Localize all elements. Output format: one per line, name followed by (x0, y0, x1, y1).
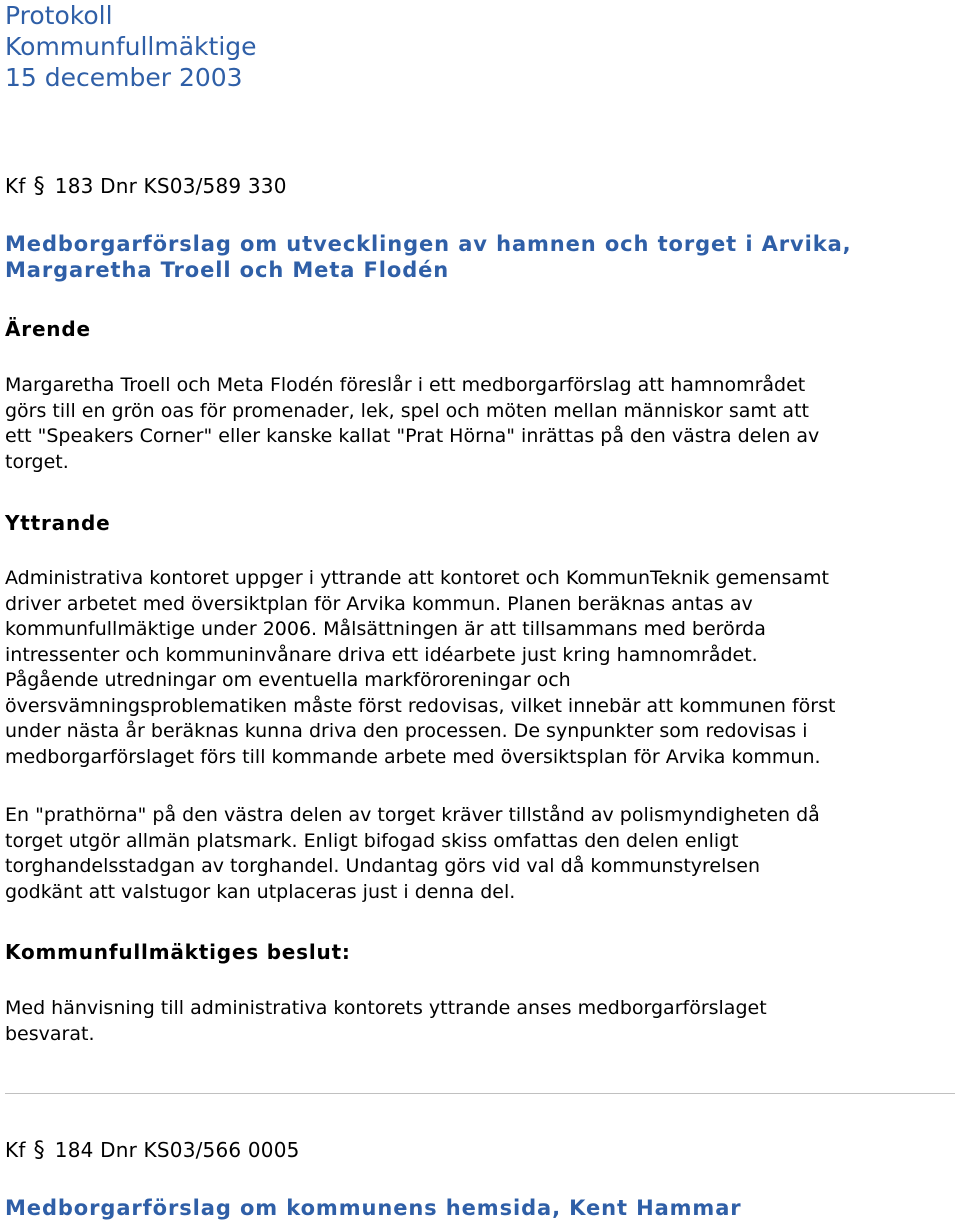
arende-heading: Ärende (5, 317, 91, 341)
prathorna-paragraph (5, 803, 955, 905)
paragraph-line: görs till en grön oas för promenader, lek, spel och möten mellan människor samt att (5, 399, 809, 422)
header-body-name: Kommunfullmäktige (5, 32, 257, 61)
header-date: 15 december 2003 (5, 63, 243, 92)
case-184-reference (5, 1137, 300, 1164)
paragraph-line: godkänt att valstugor kan utplaceras just i denna del. (5, 880, 516, 903)
paragraph-line: Med hänvisning till administrativa kontorets yttrande anses medborgarförslaget (5, 997, 767, 1019)
yttrande-paragraph (5, 566, 955, 770)
paragraph-line: kommunfullmäktige under 2006. Målsättningen är att tillsammans med berörda (5, 618, 766, 640)
case-184-kf: Kf (5, 1138, 26, 1162)
case-184-number: 184 Dnr KS03/566 0005 (54, 1138, 300, 1162)
paragraph-line: torget. (5, 450, 69, 473)
paragraph-line: under nästa år beräknas kunna driva den processen. De synpunkter som redovisas i (5, 720, 808, 742)
beslut-paragraph (5, 996, 955, 1047)
case-183-kf: Kf (5, 174, 26, 198)
section-sign-icon: § (33, 1138, 45, 1163)
paragraph-line: Administrativa kontoret uppger i yttrande att kontoret och KommunTeknik gemensamt (5, 567, 829, 589)
header-document-type: Protokoll (5, 1, 113, 30)
case-183-title-line: Margaretha Troell och Meta Flodén (5, 258, 450, 282)
paragraph-line: En "prathörna" på den västra delen av torget kräver tillstånd av polismyndigheten då (5, 804, 820, 826)
section-divider (5, 1093, 955, 1094)
paragraph-line: intressenter och kommuninvånare driva ett idéarbete just kring hamnområdet. (5, 643, 758, 666)
case-184-title: Medborgarförslag om kommunens hemsida, Kent Hammar (5, 1196, 742, 1220)
case-183-title (5, 231, 852, 283)
beslut-heading: Kommunfullmäktiges beslut: (5, 940, 351, 964)
paragraph-line: torget utgör allmän platsmark. Enligt bifogad skiss omfattas den delen enligt (5, 829, 739, 852)
paragraph-line: torghandelsstadgan av torghandel. Undantag görs vid val då kommunstyrelsen (5, 855, 761, 877)
arende-paragraph (5, 373, 955, 475)
case-183-number: 183 Dnr KS03/589 330 (54, 174, 287, 198)
case-183-reference (5, 173, 287, 200)
yttrande-heading: Yttrande (5, 511, 111, 535)
paragraph-line: medborgarförslaget förs till kommande arbete med översiktsplan för Arvika kommun. (5, 745, 821, 768)
paragraph-line: driver arbetet med översiktplan för Arvika kommun. Planen beräknas antas av (5, 592, 753, 615)
paragraph-line: Margaretha Troell och Meta Flodén föreslår i ett medborgarförslag att hamnområdet (5, 374, 806, 396)
section-sign-icon: § (33, 174, 45, 199)
case-183-title-line: Medborgarförslag om utvecklingen av hamnen och torget i Arvika, (5, 232, 852, 256)
paragraph-line: Pågående utredningar om eventuella markföroreningar och (5, 669, 571, 691)
paragraph-line: ett "Speakers Corner" eller kanske kallat "Prat Hörna" inrättas på den västra delen av (5, 425, 820, 447)
paragraph-line: översvämningsproblematiken måste först redovisas, vilket innebär att kommunen först (5, 694, 836, 717)
paragraph-line: besvarat. (5, 1022, 95, 1045)
document-header (5, 0, 257, 93)
